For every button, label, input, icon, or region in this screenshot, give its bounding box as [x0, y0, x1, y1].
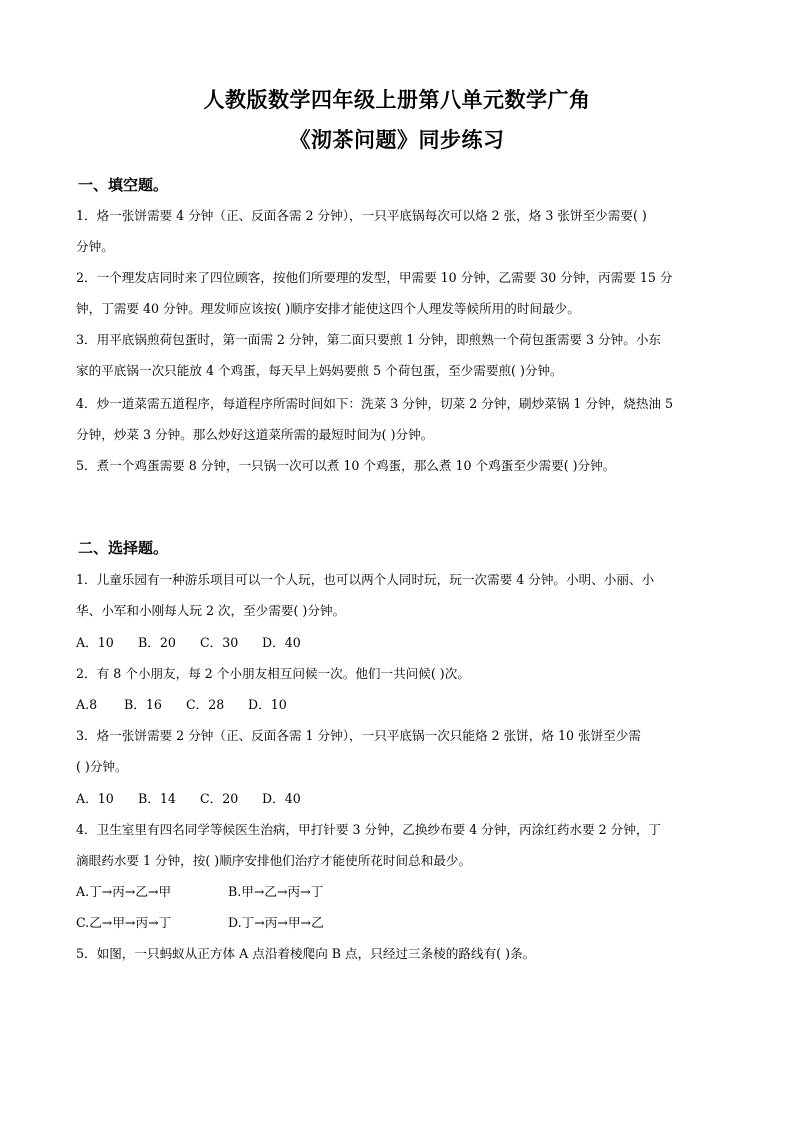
question-line: 钟，丁需要 40 分钟。理发师应该按( )顺序安排才能使这四个人理发等候所用的时间最少。 [76, 301, 580, 316]
option-c: C．28 [186, 697, 225, 712]
option-d: D．40 [262, 791, 301, 806]
section-heading-multiple-choice: 二、选择题。 [78, 539, 169, 557]
option-b: B．20 [138, 635, 176, 650]
option-d: D．10 [248, 697, 287, 712]
question-line: 分钟，炒菜 3 分钟。那么炒好这道菜所需的最短时间为( )分钟。 [76, 427, 434, 442]
options-row [76, 634, 726, 652]
option-a: A．10 [76, 791, 114, 806]
page-subtitle: 《沏茶问题》同步练习 [289, 127, 505, 152]
option-a: A.8 [76, 697, 98, 712]
question-line: 1．儿童乐园有一种游乐项目可以一个人玩，也可以两个人同时玩，玩一次需要 4 分钟。小明、小丽、小 [76, 572, 655, 587]
question-line: 家的平底锅一次只能放 4 个鸡蛋，每天早上妈妈要煎 5 个荷包蛋，至少需要煎( )分钟。 [76, 363, 563, 378]
option-b: B.甲→乙→丙→丁 [228, 884, 324, 899]
option-d: D.丁→丙→甲→乙 [228, 915, 324, 930]
options-row [76, 790, 726, 808]
option-c: C.乙→甲→丙→丁 [76, 915, 172, 930]
question-line: 4．卫生室里有四名同学等候医生治病，甲打针要 3 分钟，乙换纱布要 4 分钟，丙涂红药水要 2 分钟，丁 [76, 822, 662, 837]
page-title: 人教版数学四年级上册第八单元数学广角 [203, 87, 591, 112]
option-d: D．40 [262, 635, 301, 650]
question-line: 分钟。 [76, 239, 114, 254]
option-b: B．14 [138, 791, 176, 806]
question-line: 3．用平底锅煎荷包蛋时，第一面需 2 分钟，第二面只要煎 1 分钟，即煎熟一个荷包蛋需要 3 分钟。小东 [76, 332, 662, 347]
question-line: 1．烙一张饼需要 4 分钟（正、反面各需 2 分钟），一只平底锅每次可以烙 2 张，烙 3 张饼至少需要( ) [76, 208, 647, 223]
question-line: 4．炒一道菜需五道程序，每道程序所需时间如下：洗菜 3 分钟，切菜 2 分钟，刷炒菜锅 1 分钟，烧热油 5 [76, 396, 674, 411]
option-c: C．30 [200, 635, 239, 650]
option-b: B．16 [124, 697, 162, 712]
question-line: 5．如图，一只蚂蚁从正方体 A 点沿着棱爬向 B 点，只经过三条棱的路线有( )条。 [76, 946, 536, 961]
options-row [76, 883, 726, 901]
options-row [76, 696, 726, 714]
question-line: 2．一个理发店同时来了四位顾客，按他们所要理的发型，甲需要 10 分钟，乙需要 30 分钟，丙需要 15 分 [76, 270, 673, 285]
option-c: C．20 [200, 791, 239, 806]
question-line: 5．煮一个鸡蛋需要 8 分钟，一只锅一次可以煮 10 个鸡蛋，那么煮 10 个鸡蛋至少需要( )分钟。 [76, 458, 616, 473]
option-a: A．10 [76, 635, 114, 650]
question-line: 2．有 8 个小朋友，每 2 个小朋友相互问候一次。他们一共问候( )次。 [76, 666, 470, 681]
question-line: 华、小军和小刚每人玩 2 次，至少需要( )分钟。 [76, 603, 346, 618]
question-line: 滴眼药水要 1 分钟，按( )顺序安排他们治疗才能使所花时间总和最少。 [76, 853, 472, 868]
question-line: 3．烙一张饼需要 2 分钟（正、反面各需 1 分钟），一只平底锅一次只能烙 2 张饼，烙 10 张饼至少需 [76, 728, 641, 743]
options-row [76, 914, 726, 932]
option-a: A.丁→丙→乙→甲 [76, 884, 172, 899]
question-line: ( )分钟。 [76, 759, 128, 774]
section-heading-fill-blank: 一、填空题。 [78, 176, 169, 194]
